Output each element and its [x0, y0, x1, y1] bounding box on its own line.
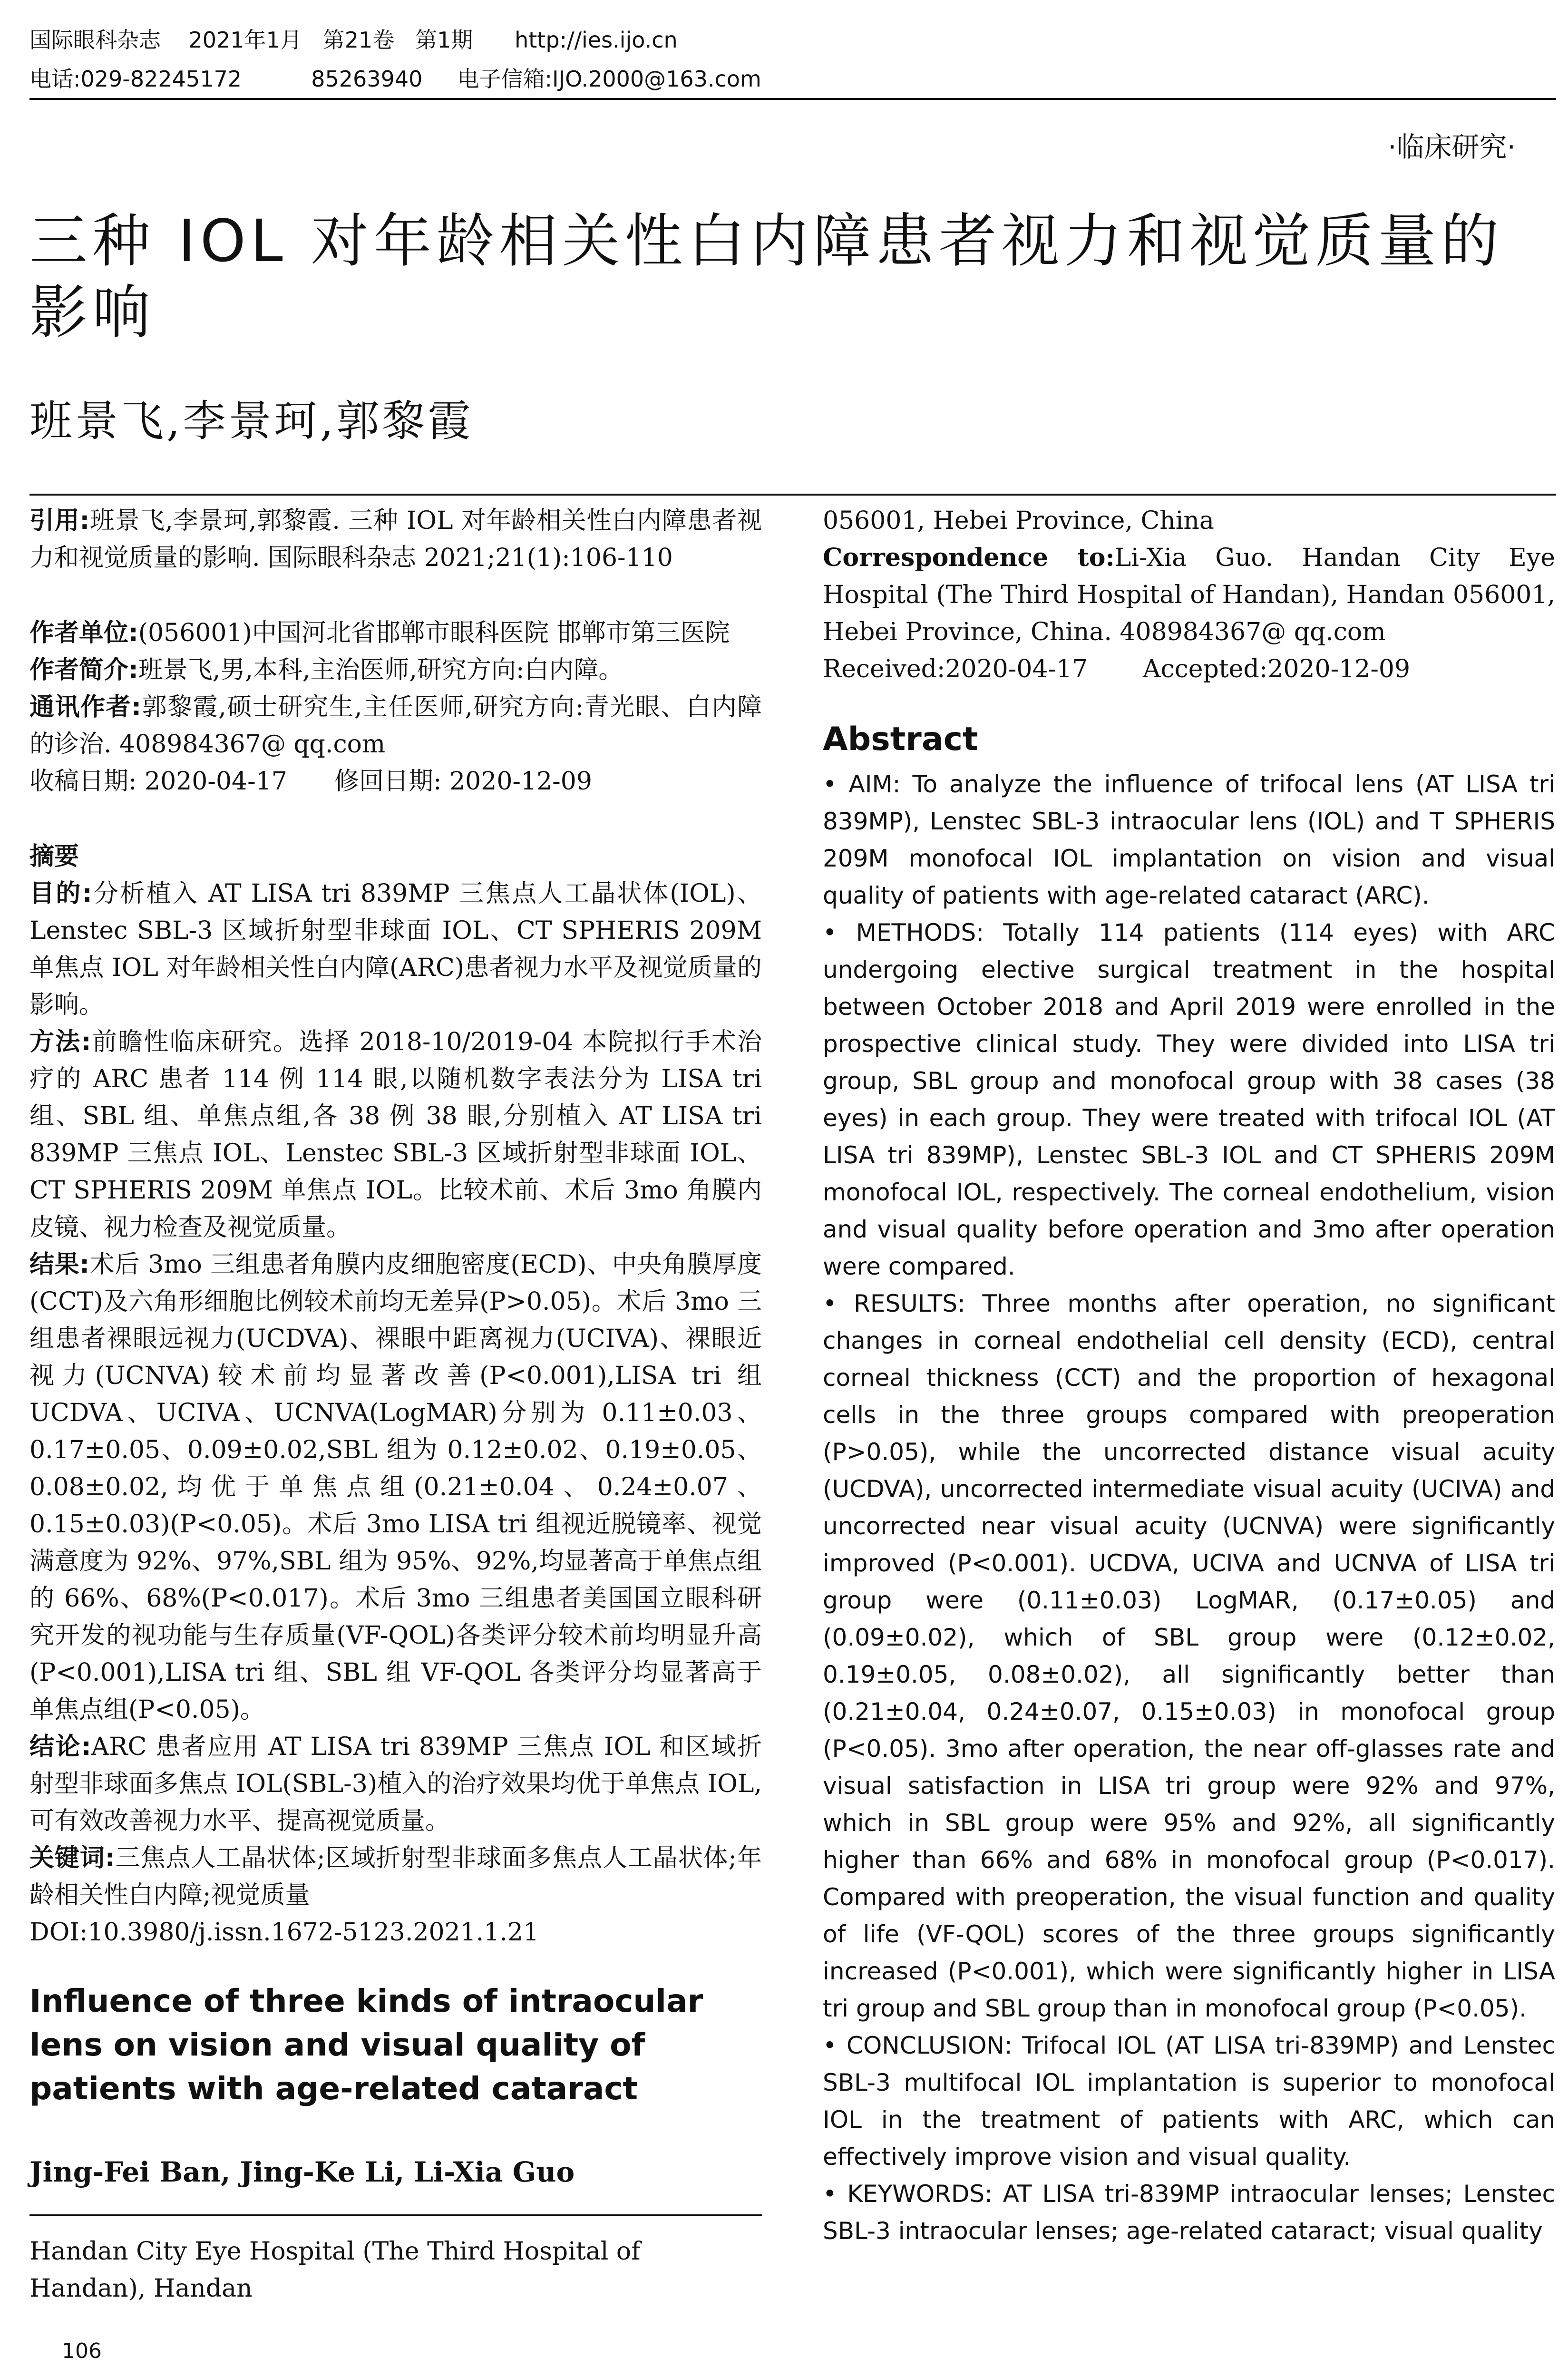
article-title: 三种 IOL 对年龄相关性白内障患者视力和视觉质量的影响: [29, 207, 1504, 346]
doi: DOI:10.3980/j.issn.1672-5123.2021.1.21: [29, 1918, 539, 1947]
citation-label: 引用:: [29, 507, 90, 535]
corr-label: 通讯作者:: [29, 693, 142, 721]
journal-header-line2: 电话:029-82245172 85263940 电子信箱:IJO.2000@163.com: [29, 66, 761, 92]
dates-en: Received:2020-04-17 Accepted:2020-12-09: [823, 655, 1411, 683]
dates-cn: 收稿日期: 2020-04-17 修回日期: 2020-12-09: [29, 767, 592, 796]
affiliation-label: 作者单位:: [29, 619, 138, 647]
correspondence-block: [823, 539, 1555, 651]
corr-block: [29, 689, 762, 763]
methods-text: 前瞻性临床研究。选择 2018-10/2019-04 本院拟行手术治疗的 ARC 患者 114 例 114 眼,以随机数字表法分为 LISA tri 组、SBL 组、单焦点组,各 38 例 38 眼,分别植入 AT LISA tri 839MP 三焦点 IOL、Lenstec SBL-3 区域折射型非球面 IOL、CT SPHERIS 209M 单焦点 IOL。比较术前、术后 3mo 角膜内皮镜、视力检查及视觉质量。: [29, 1028, 762, 1242]
english-affiliation-start: Handan City Eye Hospital (The Third Hospital of Handan), Handan: [29, 2237, 641, 2303]
aim-en: • AIM: To analyze the influence of trifocal lens (AT LISA tri 839MP), Lenstec SBL-3 intraocular lens (IOL) and T SPHERIS 209M monofocal IOL implantation on vision and visual quality of patients with age-related cataract (ARC).: [823, 770, 1555, 909]
conclusion-label: 结论:: [29, 1733, 91, 1761]
citation-block: [29, 502, 762, 576]
keywords-text: 三焦点人工晶状体;区域折射型非球面多焦点人工晶状体;年龄相关性白内障;视觉质量: [29, 1844, 762, 1909]
right-column: [823, 487, 1555, 2250]
abstract-heading-en: Abstract: [823, 721, 978, 758]
keywords-en: • KEYWORDS: AT LISA tri-839MP intraocular lenses; Lenstec SBL-3 intraocular lenses; age-related cataract; visual quality: [823, 2180, 1555, 2245]
authors-chinese: 班景飞,李景珂,郭黎霞: [29, 396, 474, 446]
methods-label: 方法:: [29, 1028, 91, 1056]
corr-text: 郭黎霞,硕士研究生,主任医师,研究方向:青光眼、白内障的诊治. 408984367@ qq.com: [29, 693, 762, 759]
bio-block: [29, 652, 762, 689]
conclusion-text: ARC 患者应用 AT LISA tri 839MP 三焦点 IOL 和区域折射型非球面多焦点 IOL(SBL-3)植入的治疗效果均优于单焦点 IOL,可有效改善视力水平、提高视觉质量。: [29, 1733, 762, 1835]
correspondence-text: Li-Xia Guo. Handan City Eye Hospital (The Third Hospital of Handan), Handan 056001, Hebei Province, China. 408984367@ qq.com: [823, 544, 1555, 646]
keywords-label: 关键词:: [29, 1844, 115, 1872]
abstract-heading-cn: 摘要: [29, 842, 79, 871]
affiliation-divider: [29, 2214, 762, 2216]
english-authors: Jing-Fei Ban, Jing-Ke Li, Li-Xia Guo: [29, 2156, 575, 2188]
conclusion-cn: [29, 1728, 762, 1840]
results-cn: [29, 1246, 762, 1728]
aim-label: 目的:: [29, 879, 92, 908]
results-text: 术后 3mo 三组患者角膜内皮细胞密度(ECD)、中央角膜厚度(CCT)及六角形细胞比例较术前均无差异(P>0.05)。术后 3mo 三组患者裸眼远视力(UCDVA)、裸眼中距离视力(UCIVA)、裸眼近视力(UCNVA)较术前均显著改善(P<0.001),LISA tri 组 UCDVA、UCIVA、UCNVA(LogMAR)分别为 0.11±0.03、0.17±0.05、0.09±0.02,SBL 组为 0.12±0.02、0.19±0.05、0.08±0.02,均优于单焦点组(0.21±0.04、0.24±0.07、0.15±0.03)(P<0.05)。术后 3mo LISA tri 组视近脱镜率、视觉满意度为 92%、97%,SBL 组为 95%、92%,均显著高于单焦点组的 66%、68%(P<0.017)。术后 3mo 三组患者美国国立眼科研究开发的视功能与生存质量(VF-QOL)各类评分较术前均明显升高(P<0.001),LISA tri 组、SBL 组 VF-QOL 各类评分均显著高于单焦点组(P<0.05)。: [29, 1250, 762, 1724]
affiliation-text: (056001)中国河北省邯郸市眼科医院 邯郸市第三医院: [138, 619, 730, 647]
methods-en: • METHODS: Totally 114 patients (114 eyes) with ARC undergoing elective surgical treatment in the hospital between October 2018 and April 2019 were enrolled in the prospective clinical study. They were divided into LISA tri group, SBL group and monofocal group with 38 cases (38 eyes) in each group. They were treated with trifocal IOL (AT LISA tri 839MP), Lenstec SBL-3 IOL and CT SPHERIS 209M monofocal IOL, respectively. The corneal endothelium, vision and visual quality before operation and 3mo after operation were compared.: [823, 919, 1555, 1280]
citation-text: 班景飞,李景珂,郭黎霞. 三种 IOL 对年龄相关性白内障患者视力和视觉质量的影响. 国际眼科杂志 2021;21(1):106-110: [29, 507, 762, 572]
journal-header-line1: 国际眼科杂志 2021年1月 第21卷 第1期 http://ies.ijo.cn: [29, 27, 678, 53]
english-affiliation-end: 056001, Hebei Province, China: [823, 507, 1214, 535]
results-label: 结果:: [29, 1250, 90, 1279]
correspondence-label: Correspondence to:: [823, 543, 1115, 572]
english-title: Influence of three kinds of intraocular lens on vision and visual quality of patients with age-related cataract: [29, 1983, 703, 2107]
keywords-cn: [29, 1840, 762, 1914]
page-number: 106: [62, 2339, 102, 2363]
bio-label: 作者简介:: [29, 656, 138, 684]
header-divider: [29, 98, 1556, 100]
bio-text: 班景飞,男,本科,主治医师,研究方向:白内障。: [138, 656, 623, 684]
affiliation-block: [29, 614, 762, 652]
results-en: • RESULTS: Three months after operation, no significant changes in corneal endothelial cell density (ECD), central corneal thickness (CCT) and the proportion of hexagonal cells in the three groups compared with preoperation (P>0.05), while the uncorrected distance visual acuity (UCDVA), uncorrected intermediate visual acuity (UCIVA) and uncorrected near visual acuity (UCNVA) were significantly improved (P<0.001). UCDVA, UCIVA and UCNVA of LISA tri group were (0.11±0.03) LogMAR, (0.17±0.05) and (0.09±0.02), which of SBL group were (0.12±0.02, 0.19±0.05, 0.08±0.02), all significantly better than (0.21±0.04, 0.24±0.07, 0.15±0.03) in monofocal group (P<0.05). 3mo after operation, the near off-glasses rate and visual satisfaction in LISA tri group were 92% and 97%, which in SBL group were 95% and 92%, all significantly higher than 66% and 68% in monofocal group (P<0.017). Compared with preoperation, the visual function and quality of life (VF-QOL) scores of the three groups significantly increased (P<0.001), which were significantly higher in LISA tri group and SBL group than in monofocal group (P<0.05).: [823, 1290, 1555, 2022]
aim-cn: [29, 875, 762, 1023]
section-tag: ·临床研究·: [1388, 131, 1516, 163]
left-column: [29, 487, 762, 2307]
aim-text: 分析植入 AT LISA tri 839MP 三焦点人工晶状体(IOL)、Lenstec SBL-3 区域折射型非球面 IOL、CT SPHERIS 209M 单焦点 IOL 对年龄相关性白内障(ARC)患者视力水平及视觉质量的影响。: [29, 879, 762, 1019]
conclusion-en: • CONCLUSION: Trifocal IOL (AT LISA tri-839MP) and Lenstec SBL-3 multifocal IOL implantation is superior to monofocal IOL in the treatment of patients with ARC, which can effectively improve vision and visual quality.: [823, 2032, 1555, 2171]
methods-cn: [29, 1023, 762, 1246]
